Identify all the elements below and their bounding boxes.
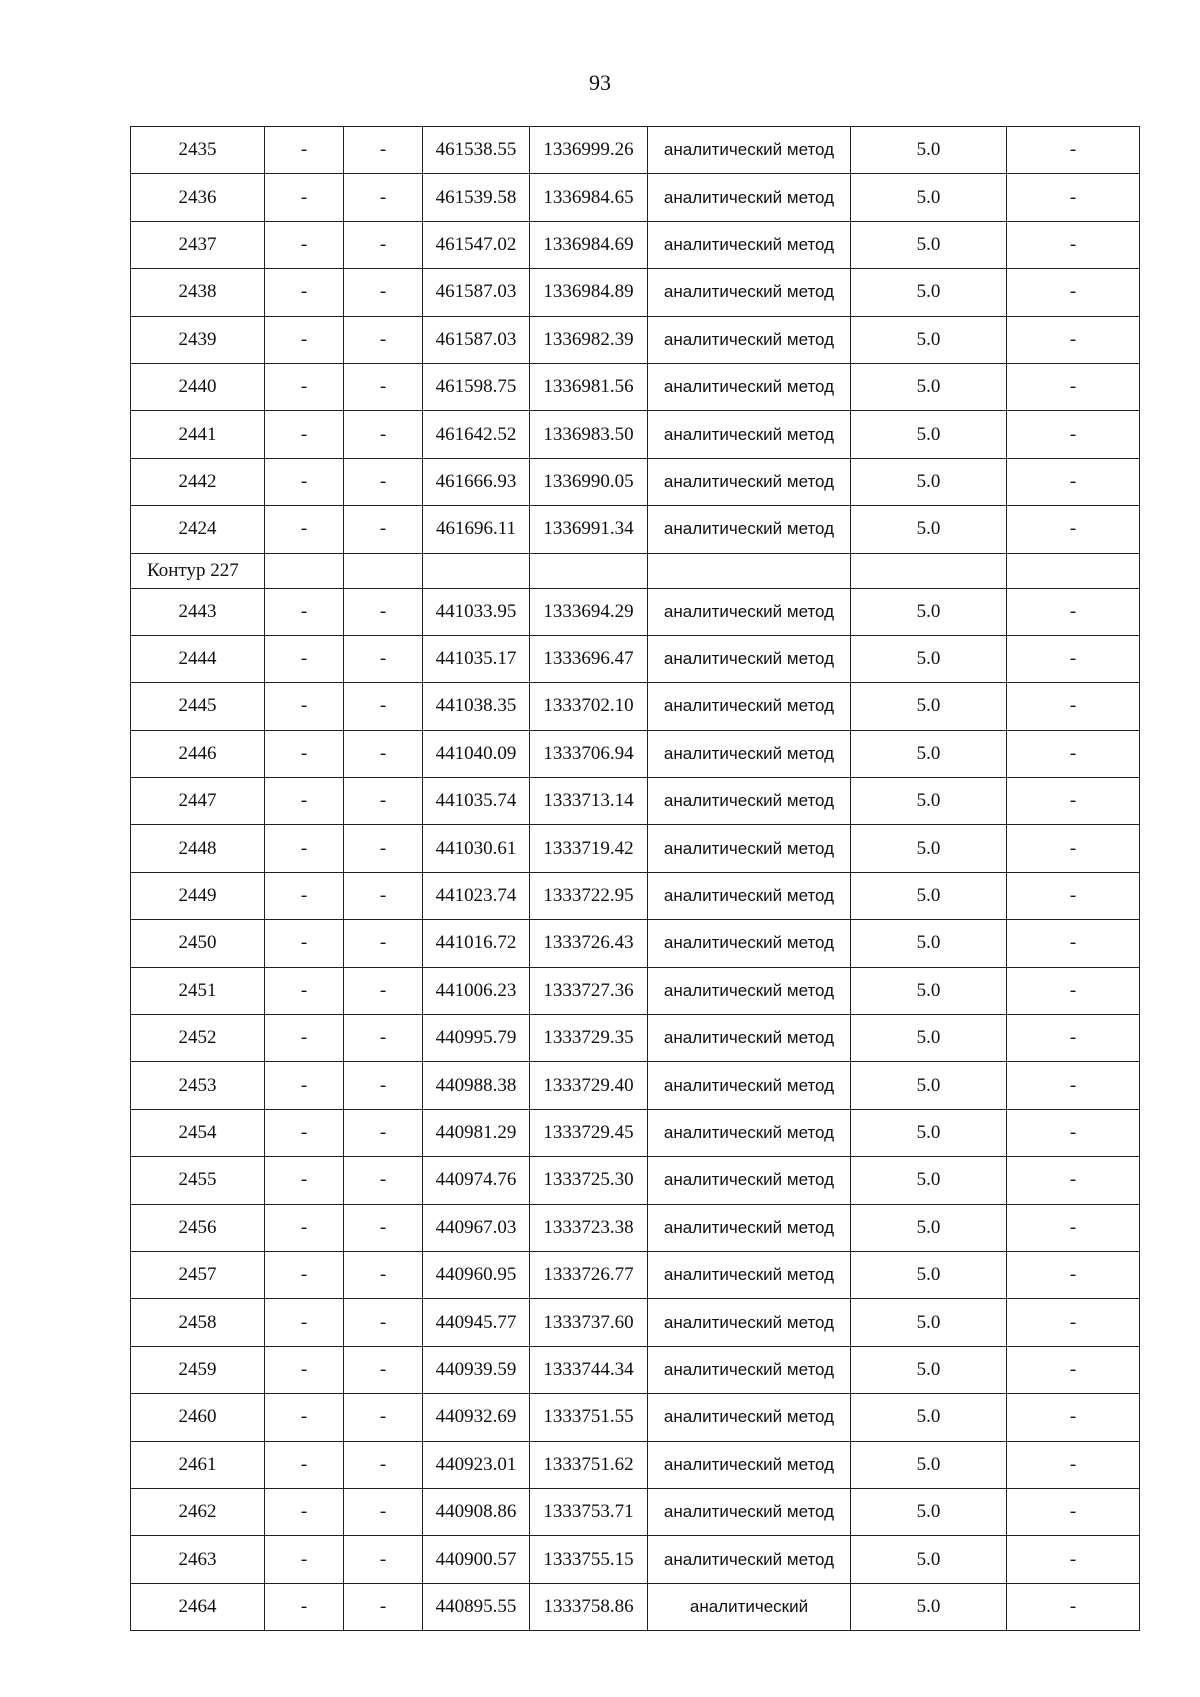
table-row [131,458,1140,505]
x-coordinate-cell: 441033.95 [423,588,530,635]
point-number-cell: 2443 [131,588,265,635]
empty-dash-cell: - [344,269,423,316]
y-coordinate-cell: 1333694.29 [530,588,648,635]
method-cell: аналитический метод [648,127,851,174]
y-coordinate-cell: 1336984.69 [530,221,648,268]
empty-dash-cell: - [344,967,423,1014]
table-row [131,825,1140,872]
empty-dash-cell: - [1007,1109,1140,1156]
method-cell: аналитический метод [648,588,851,635]
empty-dash-cell: - [265,967,344,1014]
y-coordinate-cell: 1333744.34 [530,1346,648,1393]
y-coordinate-cell: 1336981.56 [530,363,648,410]
y-coordinate-cell: 1333729.40 [530,1062,648,1109]
y-coordinate-cell: 1333713.14 [530,778,648,825]
empty-dash-cell: - [344,730,423,777]
empty-dash-cell: - [265,872,344,919]
precision-cell: 5.0 [851,1109,1007,1156]
empty-dash-cell: - [1007,174,1140,221]
x-coordinate-cell: 461696.11 [423,506,530,553]
coordinates-table [130,126,1140,1631]
point-number-cell: 2451 [131,967,265,1014]
precision-cell: 5.0 [851,363,1007,410]
precision-cell: 5.0 [851,458,1007,505]
empty-dash-cell: - [1007,1299,1140,1346]
table-row [131,174,1140,221]
empty-dash-cell: - [265,458,344,505]
method-cell: аналитический метод [648,363,851,410]
y-coordinate-cell: 1336990.05 [530,458,648,505]
empty-dash-cell: - [265,1536,344,1583]
contour-label: Контур 227 [131,553,265,588]
precision-cell: 5.0 [851,269,1007,316]
empty-dash-cell: - [344,778,423,825]
method-cell: аналитический метод [648,1441,851,1488]
method-cell: аналитический метод [648,1204,851,1251]
table-row [131,967,1140,1014]
y-coordinate-cell: 1333702.10 [530,683,648,730]
precision-cell: 5.0 [851,506,1007,553]
x-coordinate-cell: 441035.74 [423,778,530,825]
y-coordinate-cell: 1333729.45 [530,1109,648,1156]
x-coordinate-cell: 441023.74 [423,872,530,919]
table-row [131,1251,1140,1298]
y-coordinate-cell: 1336984.65 [530,174,648,221]
table-row [131,1394,1140,1441]
y-coordinate-cell: 1333751.62 [530,1441,648,1488]
contour-header-row [131,553,1140,588]
point-number-cell: 2436 [131,174,265,221]
table-row [131,1346,1140,1393]
empty-dash-cell: - [1007,1488,1140,1535]
precision-cell: 5.0 [851,1441,1007,1488]
x-coordinate-cell: 440988.38 [423,1062,530,1109]
empty-dash-cell: - [265,778,344,825]
x-coordinate-cell: 461598.75 [423,363,530,410]
empty-dash-cell: - [265,635,344,682]
method-cell: аналитический [648,1583,851,1630]
empty-dash-cell: - [1007,920,1140,967]
empty-dash-cell: - [344,1536,423,1583]
empty-dash-cell: - [1007,1251,1140,1298]
empty-dash-cell: - [1007,1394,1140,1441]
y-coordinate-cell: 1333758.86 [530,1583,648,1630]
precision-cell: 5.0 [851,316,1007,363]
table-row [131,1062,1140,1109]
y-coordinate-cell: 1336999.26 [530,127,648,174]
point-number-cell: 2454 [131,1109,265,1156]
table-row [131,1109,1140,1156]
empty-dash-cell: - [265,1251,344,1298]
precision-cell: 5.0 [851,1394,1007,1441]
table-row [131,1488,1140,1535]
empty-dash-cell: - [265,920,344,967]
method-cell: аналитический метод [648,1536,851,1583]
x-coordinate-cell: 441038.35 [423,683,530,730]
method-cell: аналитический метод [648,506,851,553]
x-coordinate-cell: 461538.55 [423,127,530,174]
empty-dash-cell: - [265,174,344,221]
precision-cell: 5.0 [851,635,1007,682]
y-coordinate-cell: 1333751.55 [530,1394,648,1441]
table-row [131,127,1140,174]
empty-dash-cell: - [1007,778,1140,825]
x-coordinate-cell: 440960.95 [423,1251,530,1298]
empty-dash-cell: - [344,1346,423,1393]
empty-dash-cell: - [1007,683,1140,730]
empty-dash-cell: - [344,1015,423,1062]
empty-cell [1007,553,1140,588]
table-row [131,635,1140,682]
empty-dash-cell: - [344,872,423,919]
empty-dash-cell: - [344,920,423,967]
empty-dash-cell: - [1007,1204,1140,1251]
empty-dash-cell: - [1007,127,1140,174]
point-number-cell: 2440 [131,363,265,410]
x-coordinate-cell: 461587.03 [423,269,530,316]
y-coordinate-cell: 1333726.77 [530,1251,648,1298]
point-number-cell: 2444 [131,635,265,682]
method-cell: аналитический метод [648,825,851,872]
method-cell: аналитический метод [648,1157,851,1204]
empty-dash-cell: - [1007,506,1140,553]
precision-cell: 5.0 [851,588,1007,635]
table-row [131,221,1140,268]
precision-cell: 5.0 [851,174,1007,221]
point-number-cell: 2460 [131,1394,265,1441]
empty-dash-cell: - [344,1583,423,1630]
empty-dash-cell: - [344,588,423,635]
empty-dash-cell: - [344,316,423,363]
x-coordinate-cell: 441006.23 [423,967,530,1014]
empty-dash-cell: - [344,1204,423,1251]
x-coordinate-cell: 440923.01 [423,1441,530,1488]
y-coordinate-cell: 1333729.35 [530,1015,648,1062]
empty-dash-cell: - [344,1062,423,1109]
point-number-cell: 2462 [131,1488,265,1535]
empty-dash-cell: - [265,1204,344,1251]
precision-cell: 5.0 [851,872,1007,919]
empty-dash-cell: - [344,1157,423,1204]
empty-cell [851,553,1007,588]
coordinates-table-body [131,127,1140,1631]
precision-cell: 5.0 [851,1204,1007,1251]
table-row [131,1536,1140,1583]
empty-cell [530,553,648,588]
empty-dash-cell: - [1007,635,1140,682]
page-number: 93 [589,70,611,95]
empty-dash-cell: - [265,506,344,553]
table-row [131,363,1140,410]
empty-dash-cell: - [265,1015,344,1062]
method-cell: аналитический метод [648,1062,851,1109]
precision-cell: 5.0 [851,1583,1007,1630]
empty-dash-cell: - [344,1394,423,1441]
x-coordinate-cell: 440932.69 [423,1394,530,1441]
table-row [131,1299,1140,1346]
precision-cell: 5.0 [851,1488,1007,1535]
empty-dash-cell: - [265,825,344,872]
precision-cell: 5.0 [851,1536,1007,1583]
table-row [131,588,1140,635]
point-number-cell: 2445 [131,683,265,730]
x-coordinate-cell: 440945.77 [423,1299,530,1346]
method-cell: аналитический метод [648,1488,851,1535]
method-cell: аналитический метод [648,221,851,268]
empty-dash-cell: - [265,1299,344,1346]
method-cell: аналитический метод [648,458,851,505]
empty-dash-cell: - [344,363,423,410]
table-row [131,730,1140,777]
empty-dash-cell: - [344,1441,423,1488]
point-number-cell: 2464 [131,1583,265,1630]
method-cell: аналитический метод [648,778,851,825]
empty-dash-cell: - [344,825,423,872]
empty-dash-cell: - [265,1488,344,1535]
precision-cell: 5.0 [851,1062,1007,1109]
point-number-cell: 2424 [131,506,265,553]
empty-dash-cell: - [265,316,344,363]
point-number-cell: 2453 [131,1062,265,1109]
point-number-cell: 2435 [131,127,265,174]
table-row [131,1441,1140,1488]
empty-dash-cell: - [265,683,344,730]
point-number-cell: 2456 [131,1204,265,1251]
point-number-cell: 2448 [131,825,265,872]
precision-cell: 5.0 [851,221,1007,268]
empty-dash-cell: - [344,174,423,221]
x-coordinate-cell: 441016.72 [423,920,530,967]
precision-cell: 5.0 [851,411,1007,458]
table-row [131,778,1140,825]
empty-dash-cell: - [344,127,423,174]
empty-dash-cell: - [1007,411,1140,458]
precision-cell: 5.0 [851,1346,1007,1393]
precision-cell: 5.0 [851,920,1007,967]
table-row [131,506,1140,553]
y-coordinate-cell: 1333726.43 [530,920,648,967]
x-coordinate-cell: 440900.57 [423,1536,530,1583]
empty-dash-cell: - [1007,872,1140,919]
empty-dash-cell: - [1007,1157,1140,1204]
x-coordinate-cell: 461587.03 [423,316,530,363]
empty-dash-cell: - [1007,1583,1140,1630]
table-row [131,269,1140,316]
y-coordinate-cell: 1333725.30 [530,1157,648,1204]
table-row [131,920,1140,967]
table-row [131,872,1140,919]
empty-dash-cell: - [1007,1346,1140,1393]
empty-dash-cell: - [344,635,423,682]
empty-dash-cell: - [1007,825,1140,872]
empty-dash-cell: - [344,1299,423,1346]
method-cell: аналитический метод [648,411,851,458]
x-coordinate-cell: 441035.17 [423,635,530,682]
x-coordinate-cell: 461539.58 [423,174,530,221]
table-row [131,316,1140,363]
precision-cell: 5.0 [851,127,1007,174]
point-number-cell: 2461 [131,1441,265,1488]
point-number-cell: 2455 [131,1157,265,1204]
empty-dash-cell: - [265,1157,344,1204]
x-coordinate-cell: 461642.52 [423,411,530,458]
method-cell: аналитический метод [648,967,851,1014]
empty-dash-cell: - [265,221,344,268]
empty-dash-cell: - [265,588,344,635]
table-row [131,683,1140,730]
y-coordinate-cell: 1333737.60 [530,1299,648,1346]
precision-cell: 5.0 [851,1251,1007,1298]
empty-dash-cell: - [344,1251,423,1298]
precision-cell: 5.0 [851,683,1007,730]
x-coordinate-cell: 440895.55 [423,1583,530,1630]
y-coordinate-cell: 1333722.95 [530,872,648,919]
point-number-cell: 2439 [131,316,265,363]
empty-dash-cell: - [265,411,344,458]
point-number-cell: 2442 [131,458,265,505]
table-row [131,1204,1140,1251]
empty-dash-cell: - [1007,363,1140,410]
point-number-cell: 2459 [131,1346,265,1393]
y-coordinate-cell: 1333696.47 [530,635,648,682]
precision-cell: 5.0 [851,1157,1007,1204]
empty-dash-cell: - [1007,1536,1140,1583]
x-coordinate-cell: 440995.79 [423,1015,530,1062]
x-coordinate-cell: 441040.09 [423,730,530,777]
empty-dash-cell: - [1007,588,1140,635]
point-number-cell: 2441 [131,411,265,458]
precision-cell: 5.0 [851,1299,1007,1346]
empty-dash-cell: - [344,1109,423,1156]
empty-dash-cell: - [1007,221,1140,268]
y-coordinate-cell: 1333706.94 [530,730,648,777]
x-coordinate-cell: 440967.03 [423,1204,530,1251]
method-cell: аналитический метод [648,1299,851,1346]
x-coordinate-cell: 440981.29 [423,1109,530,1156]
empty-dash-cell: - [265,1394,344,1441]
empty-dash-cell: - [1007,730,1140,777]
precision-cell: 5.0 [851,730,1007,777]
method-cell: аналитический метод [648,316,851,363]
empty-cell [423,553,530,588]
table-row [131,1583,1140,1630]
y-coordinate-cell: 1336991.34 [530,506,648,553]
table-row [131,411,1140,458]
empty-dash-cell: - [265,1441,344,1488]
empty-dash-cell: - [265,1346,344,1393]
empty-dash-cell: - [344,221,423,268]
empty-dash-cell: - [344,506,423,553]
y-coordinate-cell: 1333723.38 [530,1204,648,1251]
precision-cell: 5.0 [851,967,1007,1014]
empty-dash-cell: - [344,411,423,458]
precision-cell: 5.0 [851,1015,1007,1062]
empty-dash-cell: - [265,127,344,174]
empty-dash-cell: - [265,363,344,410]
method-cell: аналитический метод [648,730,851,777]
x-coordinate-cell: 461666.93 [423,458,530,505]
method-cell: аналитический метод [648,635,851,682]
precision-cell: 5.0 [851,825,1007,872]
y-coordinate-cell: 1333719.42 [530,825,648,872]
empty-dash-cell: - [1007,316,1140,363]
y-coordinate-cell: 1336984.89 [530,269,648,316]
method-cell: аналитический метод [648,920,851,967]
empty-dash-cell: - [1007,1062,1140,1109]
empty-dash-cell: - [1007,458,1140,505]
x-coordinate-cell: 441030.61 [423,825,530,872]
point-number-cell: 2438 [131,269,265,316]
table-row [131,1015,1140,1062]
empty-dash-cell: - [344,1488,423,1535]
point-number-cell: 2437 [131,221,265,268]
method-cell: аналитический метод [648,1346,851,1393]
precision-cell: 5.0 [851,778,1007,825]
point-number-cell: 2449 [131,872,265,919]
empty-cell [648,553,851,588]
point-number-cell: 2450 [131,920,265,967]
empty-dash-cell: - [1007,967,1140,1014]
y-coordinate-cell: 1333753.71 [530,1488,648,1535]
empty-dash-cell: - [265,1583,344,1630]
empty-dash-cell: - [265,1109,344,1156]
empty-dash-cell: - [344,458,423,505]
empty-cell [344,553,423,588]
point-number-cell: 2446 [131,730,265,777]
y-coordinate-cell: 1333727.36 [530,967,648,1014]
point-number-cell: 2452 [131,1015,265,1062]
point-number-cell: 2463 [131,1536,265,1583]
method-cell: аналитический метод [648,1015,851,1062]
empty-dash-cell: - [1007,269,1140,316]
empty-dash-cell: - [1007,1015,1140,1062]
method-cell: аналитический метод [648,1394,851,1441]
point-number-cell: 2447 [131,778,265,825]
x-coordinate-cell: 440939.59 [423,1346,530,1393]
point-number-cell: 2458 [131,1299,265,1346]
point-number-cell: 2457 [131,1251,265,1298]
y-coordinate-cell: 1336982.39 [530,316,648,363]
x-coordinate-cell: 440974.76 [423,1157,530,1204]
empty-dash-cell: - [265,269,344,316]
x-coordinate-cell: 440908.86 [423,1488,530,1535]
table-row [131,1157,1140,1204]
x-coordinate-cell: 461547.02 [423,221,530,268]
method-cell: аналитический метод [648,269,851,316]
empty-cell [265,553,344,588]
method-cell: аналитический метод [648,1251,851,1298]
empty-dash-cell: - [1007,1441,1140,1488]
method-cell: аналитический метод [648,872,851,919]
y-coordinate-cell: 1336983.50 [530,411,648,458]
method-cell: аналитический метод [648,1109,851,1156]
empty-dash-cell: - [344,683,423,730]
method-cell: аналитический метод [648,683,851,730]
empty-dash-cell: - [265,1062,344,1109]
method-cell: аналитический метод [648,174,851,221]
y-coordinate-cell: 1333755.15 [530,1536,648,1583]
empty-dash-cell: - [265,730,344,777]
